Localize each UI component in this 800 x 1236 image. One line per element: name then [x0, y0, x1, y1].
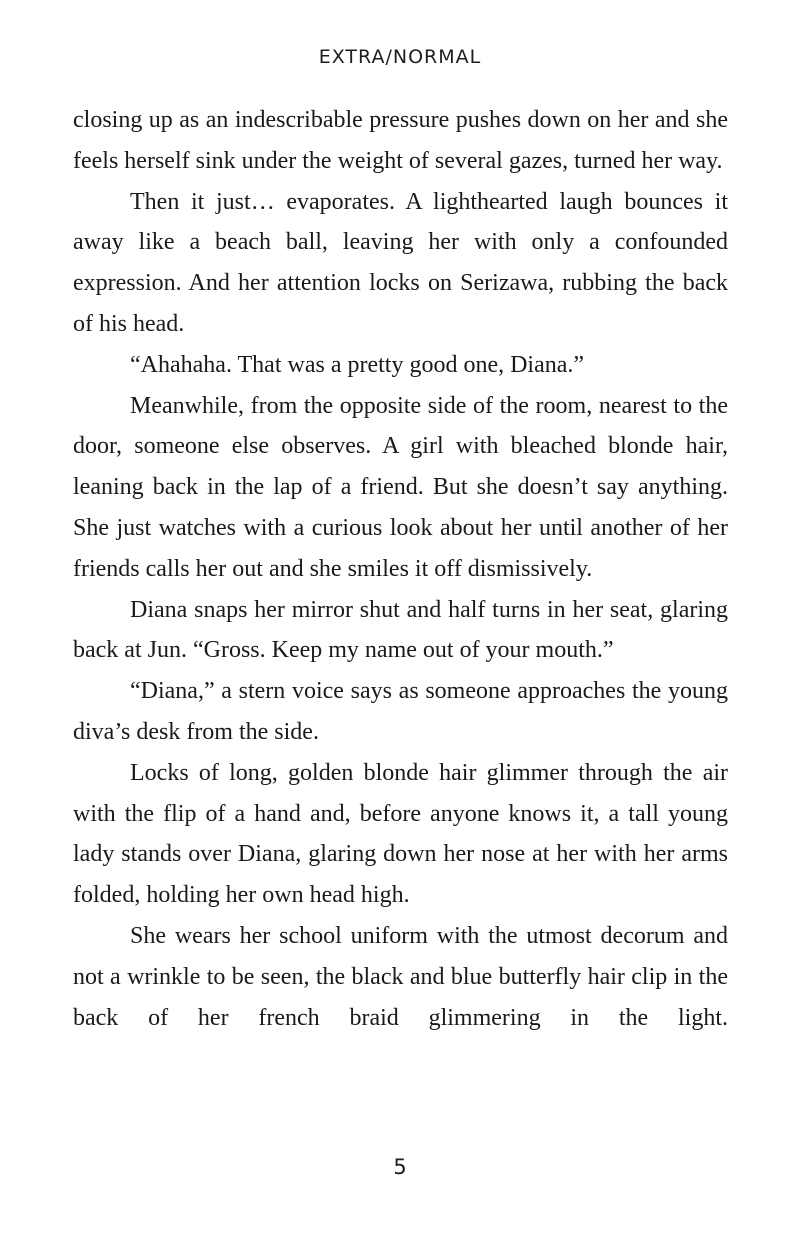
- paragraph: Then it just… evaporates. A lighthearted laugh bounces it away like a beach ball, leaving her with only a confounded expression. And her attention locks on Serizawa, rubbing the back of his head.: [73, 188, 728, 337]
- page-number: 5: [393, 1155, 407, 1179]
- paragraph-continued: closing up as an indescribable pressure pushes down on her and she feels herself sink under the weight of several gazes, turned her way.: [73, 107, 728, 174]
- paragraph: Diana snaps her mirror shut and half turns in her seat, glaring back at Jun. “Gross. Keep my name out of your mouth.”: [73, 596, 728, 664]
- paragraph: “Ahahaha. That was a pretty good one, Diana.”: [130, 351, 585, 378]
- body-text: [73, 100, 728, 1038]
- paragraph-continues: She wears her school uniform with the utmost decorum and not a wrinkle to be seen, the black and blue butterfly hair clip in the back of her french braid glimmering in the light.: [73, 922, 728, 1031]
- paragraph: “Diana,” a stern voice says as someone approaches the young diva’s desk from the side.: [73, 678, 728, 745]
- paragraph: Locks of long, golden blonde hair glimmer through the air with the flip of a hand and, before anyone knows it, a tall young lady stands over Diana, glaring down her nose at her with her arms folded, holding her own head high.: [73, 759, 728, 909]
- running-header-title: EXTRA/NORMAL: [318, 46, 482, 68]
- paragraph: Meanwhile, from the opposite side of the room, nearest to the door, someone else observes. A girl with bleached blonde hair, leaning back in the lap of a friend. But she doesn’t say anything. She just watches with a curious look about her until another of her friends calls her out and she smiles it off dismissively.: [73, 392, 728, 582]
